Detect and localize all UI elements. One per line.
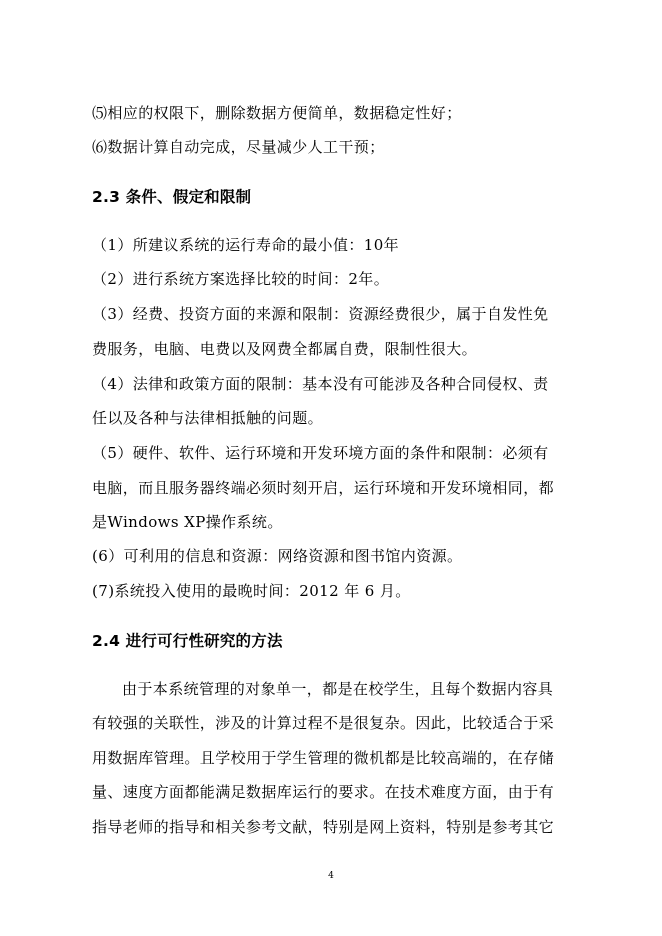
body-line: （1）所建议系统的运行寿命的最小值：10年 bbox=[92, 236, 400, 254]
section-heading-2-3: 2.3 条件、假定和限制 bbox=[92, 188, 252, 206]
body-line: ⑸相应的权限下，删除数据方便简单，数据稳定性好； bbox=[92, 104, 462, 122]
body-line: 费服务，电脑、电费以及网费全都属自费，限制性很大。 bbox=[92, 340, 478, 358]
body-line: ⑹数据计算自动完成，尽量减少人工干预； bbox=[92, 138, 385, 156]
body-line: 是Windows XP操作系统。 bbox=[92, 513, 283, 531]
paragraph-line: 有较强的关联性，涉及的计算过程不是很复杂。因此，比较适合于采 bbox=[92, 714, 555, 732]
paragraph-line: 量、速度方面都能满足数据库运行的要求。在技术难度方面，由于有 bbox=[92, 783, 555, 801]
body-line: （4）法律和政策方面的限制：基本没有可能涉及各种合同侵权、责 bbox=[92, 375, 549, 393]
body-line: (7)系统投入使用的最晚时间：2012 年 6 月。 bbox=[92, 582, 411, 600]
body-line: （3）经费、投资方面的来源和限制：资源经费很少，属于自发性免 bbox=[92, 305, 549, 323]
paragraph-line: 指导老师的指导和相关参考文献，特别是网上资料，特别是参考其它 bbox=[92, 818, 555, 836]
body-line: 电脑，而且服务器终端必须时刻开启，运行环境和开发环境相同，都 bbox=[92, 479, 555, 497]
paragraph-line: 用数据库管理。且学校用于学生管理的微机都是比较高端的，在存储 bbox=[92, 749, 555, 767]
body-line: 任以及各种与法律相抵触的问题。 bbox=[92, 409, 324, 427]
body-line: （2）进行系统方案选择比较的时间：2年。 bbox=[92, 270, 390, 288]
section-heading-2-4: 2.4 进行可行性研究的方法 bbox=[92, 632, 283, 650]
paragraph-line: 由于本系统管理的对象单一，都是在校学生，且每个数据内容具 bbox=[122, 680, 554, 698]
body-line: (6）可利用的信息和资源：网络资源和图书馆内资源。 bbox=[92, 547, 463, 565]
body-line: （5）硬件、软件、运行环境和开发环境方面的条件和限制：必须有 bbox=[92, 444, 549, 462]
page-number: 4 bbox=[328, 871, 334, 881]
